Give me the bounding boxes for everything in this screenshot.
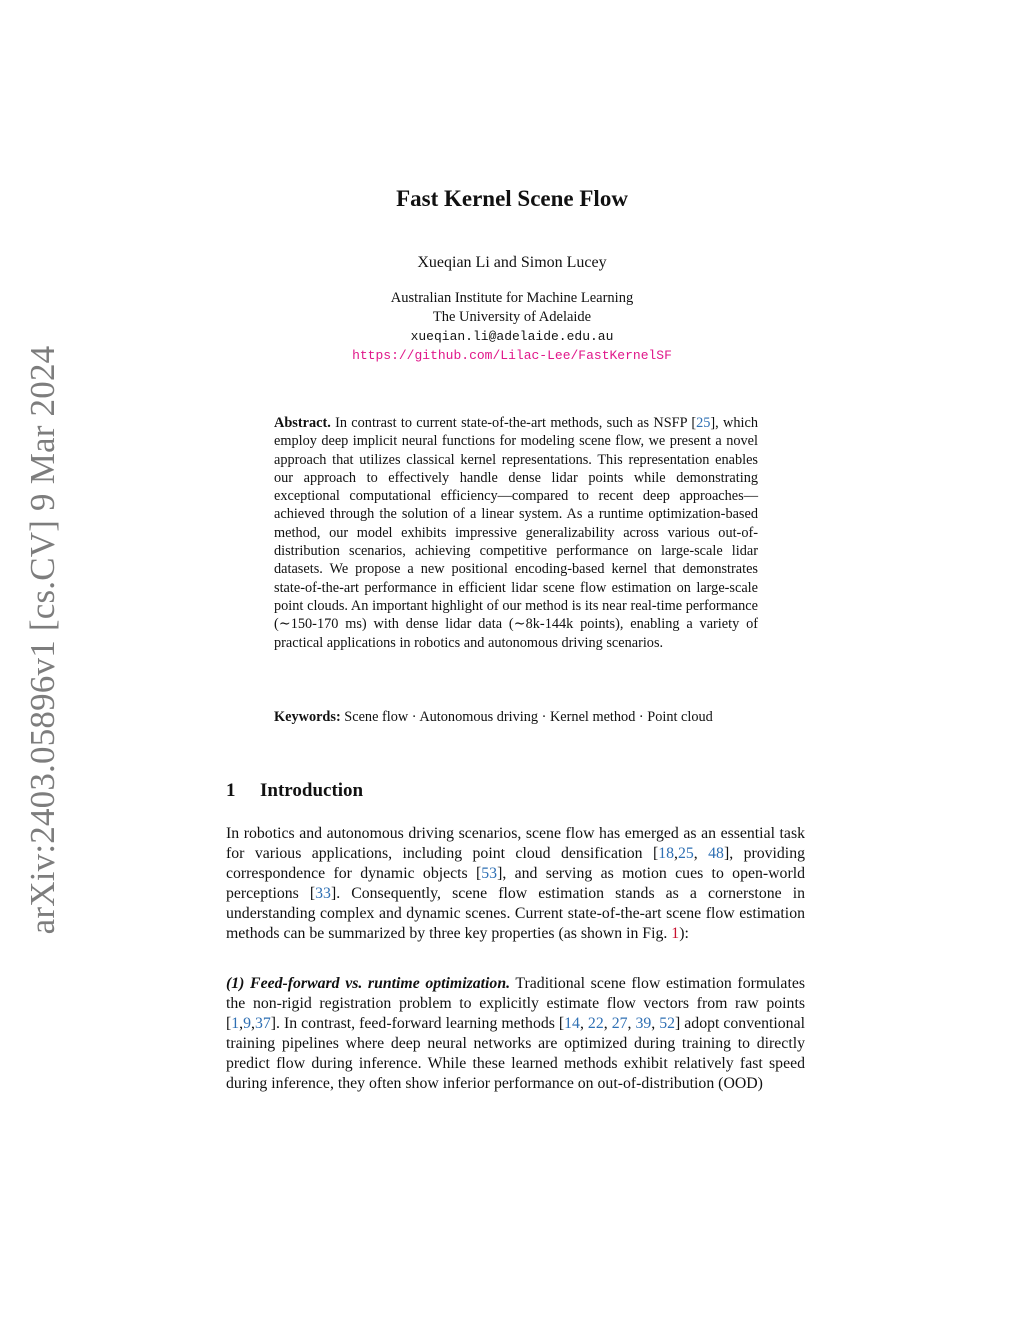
intro-paragraph-2	[226, 974, 805, 1095]
body-text: Traditional scene flow estimation formulates the non-rigid registration problem to explicitly estimate flow vectors from raw points [	[226, 975, 805, 1033]
body-text: ]. Consequently, scene flow estimation stands as a cornerstone in understanding complex and dynamic scenes. Current state-of-the-art scene flow estimation methods can be summarized by three key properties (as shown in Fig.	[226, 885, 805, 943]
abstract	[274, 414, 758, 652]
citation-separator: ,	[603, 1015, 612, 1033]
citation-link[interactable]: 9	[243, 1015, 252, 1033]
section-heading-introduction	[226, 780, 363, 802]
intro-paragraph-1	[226, 824, 805, 945]
keywords-label: Keywords:	[274, 709, 341, 725]
affiliation-institute: Australian Institute for Machine Learning	[390, 290, 634, 306]
keywords	[274, 708, 758, 726]
citation-link[interactable]: 48	[708, 845, 724, 863]
citation-link[interactable]: 25	[696, 415, 711, 431]
citation-link[interactable]: 18	[658, 845, 675, 863]
affiliation-block	[0, 289, 1024, 365]
citation-separator: ,	[251, 1015, 255, 1033]
code-url-link[interactable]: https://github.com/Lilac-Lee/FastKernelSF	[352, 348, 672, 363]
citation-link[interactable]: 39	[635, 1015, 652, 1033]
abstract-text-1: In contrast to current state-of-the-art methods, such as NSFP [	[330, 415, 697, 431]
body-text: ] adopt conventional training pipelines where deep neural networks are optimized during training to directly predict flow during inference. While these learned methods exhibit relatively fast speed during inference, they often show inferior performance on out-of-distribution (OOD)	[226, 1015, 805, 1093]
figure-reference-link[interactable]: 1	[671, 925, 680, 943]
citation-separator: ,	[693, 845, 698, 863]
author-email[interactable]: xueqian.li@adelaide.edu.au	[410, 329, 614, 344]
citation-link[interactable]: 52	[659, 1015, 676, 1033]
abstract-label: Abstract.	[274, 415, 331, 431]
citation-link[interactable]: 53	[481, 865, 498, 883]
citation-link[interactable]: 1	[231, 1015, 240, 1033]
citation-separator: ,	[239, 1015, 244, 1033]
citation-link[interactable]: 37	[254, 1015, 271, 1033]
author-list: Xueqian Li and Simon Lucey	[417, 254, 607, 271]
citation-link[interactable]: 14	[564, 1015, 580, 1033]
section-number: 1	[226, 780, 236, 801]
citation-separator: ,	[627, 1015, 636, 1033]
keywords-text: Scene flow · Autonomous driving · Kernel method · Point cloud	[340, 709, 713, 725]
paragraph-heading: (1) Feed-forward vs. runtime optimization.	[226, 975, 511, 992]
body-text: In robotics and autonomous driving scenarios, scene flow has emerged as an essential task for various applications, including point cloud densification [	[226, 825, 805, 863]
section-title: Introduction	[260, 780, 364, 801]
body-text: ]. In contrast, feed-forward learning methods [	[270, 1015, 565, 1033]
citation-separator: ,	[674, 845, 678, 863]
arxiv-identifier: arXiv:2403.05896v1 [cs.CV] 9 Mar 2024	[23, 345, 62, 935]
body-text: ], providing correspondence for dynamic objects [	[226, 845, 805, 883]
citation-separator: ,	[651, 1015, 660, 1033]
body-text: ], and serving as motion cues to open-world perceptions [	[226, 865, 806, 903]
citation-link[interactable]: 22	[587, 1015, 604, 1033]
citation-link[interactable]: 27	[611, 1015, 628, 1033]
citation-separator: ,	[579, 1015, 588, 1033]
citation-link[interactable]: 33	[315, 885, 331, 903]
affiliation-university: The University of Adelaide	[432, 309, 592, 325]
citation-link[interactable]: 25	[677, 845, 694, 863]
body-text: ):	[679, 925, 689, 943]
paper-title: Fast Kernel Scene Flow	[396, 186, 628, 211]
abstract-text-2: ], which employ deep implicit neural functions for modeling scene flow, we present a novel approach that utilizes classical kernel representations. This representation enables our approach to effectively handle dense lidar points while demonstrating exceptional computational efficiency—compared to recent deep approaches—achieved through the solution of a linear system. As a runtime optimization-based method, our model exhibits impressive generalizability across various out-of-distribution scenarios, achieving competitive performance on large-scale lidar datasets. We propose a new positional encoding-based kernel that demonstrates state-of-the-art performance in efficient lidar scene flow estimation on large-scale point clouds. An important highlight of our method is its near real-time performance (∼150-170 ms) with dense lidar data (∼8k-144k points), enabling a variety of practical applications in robotics and autonomous driving scenarios.	[274, 415, 758, 651]
